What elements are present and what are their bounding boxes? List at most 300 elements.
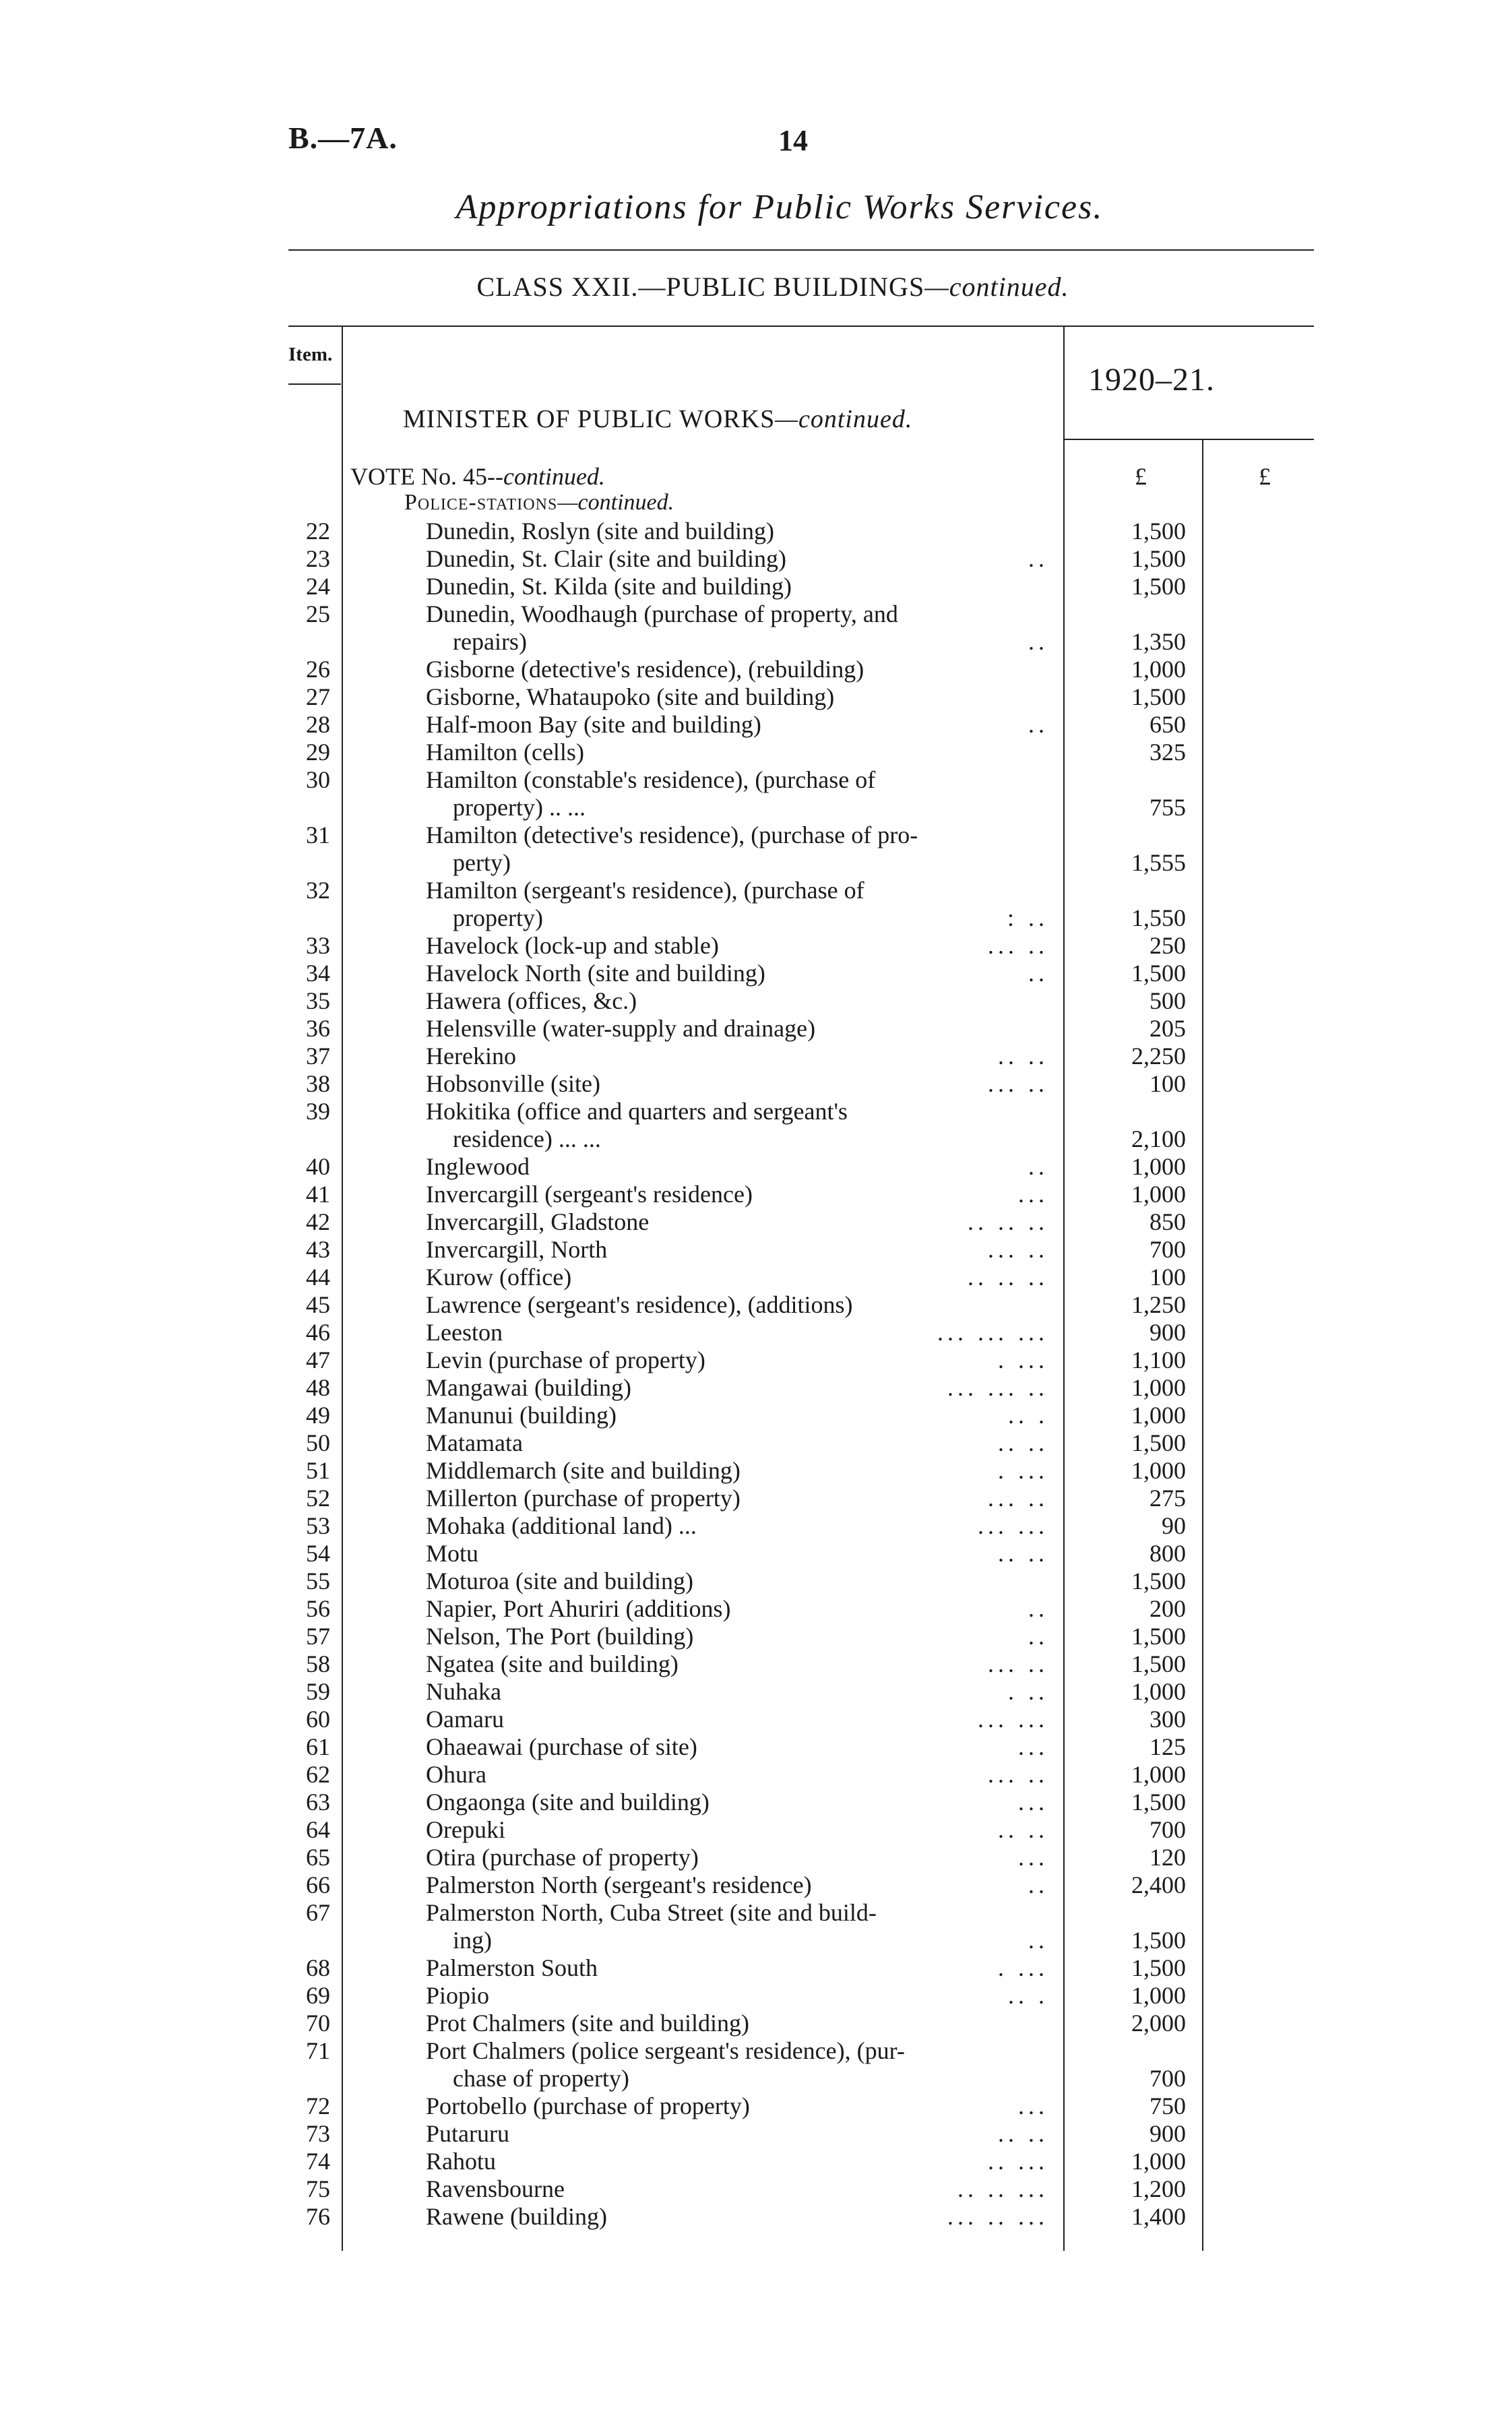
item-number: 52 [306, 1485, 330, 1512]
table-row [0, 2175, 1512, 2203]
item-number: 60 [306, 1706, 330, 1733]
dot-leader: .. [1028, 960, 1048, 987]
item-number: 69 [306, 1982, 330, 2009]
item-number: 23 [306, 545, 330, 572]
item-description-text: Hamilton (cells) [426, 739, 584, 766]
document-reference: B.—7A. [288, 121, 398, 155]
item-amount: 1,500 [1131, 1623, 1186, 1650]
table-row [0, 573, 1512, 600]
dot-leader: ... [1018, 2092, 1048, 2119]
dot-leader: ... [1018, 1181, 1048, 1208]
item-description-continuation: perty) [453, 849, 511, 876]
item-description [426, 877, 1048, 932]
item-description-text: Napier, Port Ahuriri (additions) [426, 1595, 731, 1622]
item-number: 74 [306, 2148, 330, 2175]
item-description [426, 1568, 1048, 1595]
table-row [0, 739, 1512, 766]
table-row [0, 2203, 1512, 2231]
dot-leader: .. .. [998, 1816, 1048, 1843]
item-amount: 1,500 [1131, 1568, 1186, 1594]
dot-leader: .. ... [988, 2148, 1048, 2175]
item-description-text: Motu [426, 1540, 479, 1567]
item-description [426, 1982, 1048, 2010]
item-number: 33 [306, 932, 330, 959]
dot-leader: ... .. ... [947, 2203, 1048, 2230]
item-description-text: Prot Chalmers (site and building) [426, 2010, 749, 2037]
table-row [0, 1789, 1512, 1816]
item-number: 30 [306, 766, 330, 793]
item-description-text: Rahotu [426, 2148, 496, 2175]
item-number: 73 [306, 2120, 330, 2147]
item-amount: 700 [1149, 1236, 1186, 1263]
item-description [426, 1098, 1048, 1153]
item-description [426, 518, 1048, 545]
item-description [426, 1540, 1048, 1568]
table-row [0, 2037, 1512, 2092]
item-description-text: Hokitika (office and quarters and sergeant's [426, 1098, 848, 1125]
item-description [426, 1844, 1048, 1871]
table-row [0, 2010, 1512, 2037]
item-description [426, 1043, 1048, 1070]
dot-leader: .. .. ... [957, 2175, 1048, 2202]
item-description-text: Nuhaka [426, 1678, 501, 1705]
item-amount: 2,000 [1131, 2010, 1186, 2037]
item-number: 43 [306, 1236, 330, 1263]
item-description [426, 1512, 1048, 1540]
item-amount: 1,400 [1131, 2203, 1186, 2230]
item-description [426, 1429, 1048, 1457]
table-row [0, 1153, 1512, 1181]
table-row [0, 1678, 1512, 1706]
item-column-header: Item. [288, 344, 333, 365]
item-description-text: Kurow (office) [426, 1264, 572, 1291]
item-amount: 700 [1149, 1816, 1186, 1843]
item-header-underline [288, 383, 341, 385]
item-number: 68 [306, 1954, 330, 1981]
item-description [426, 1954, 1048, 1982]
item-description [426, 1650, 1048, 1678]
dot-leader: .. .. [998, 1540, 1048, 1567]
item-number: 25 [306, 600, 330, 627]
item-description [426, 1678, 1048, 1706]
item-number: 48 [306, 1374, 330, 1401]
item-description-text: Nelson, The Port (building) [426, 1623, 694, 1650]
item-description-text: Orepuki [426, 1816, 505, 1843]
item-amount: 1,000 [1131, 1374, 1186, 1401]
item-amount: 2,250 [1131, 1043, 1186, 1069]
table-row [0, 1623, 1512, 1650]
item-description [426, 821, 1048, 877]
item-number: 65 [306, 1844, 330, 1871]
section-heading [404, 490, 674, 516]
dot-leader: .. [1028, 628, 1048, 655]
item-description [426, 739, 1048, 766]
item-amount: 1,500 [1131, 1650, 1186, 1677]
dot-leader: ... .. [988, 1650, 1048, 1677]
item-description [426, 600, 1048, 656]
item-amount: 1,000 [1131, 1982, 1186, 2009]
table-row [0, 1733, 1512, 1761]
item-description-text: Havelock North (site and building) [426, 960, 765, 987]
item-description [426, 2120, 1048, 2148]
item-amount: 1,500 [1131, 545, 1186, 572]
table-row [0, 1402, 1512, 1429]
table-row [0, 1844, 1512, 1871]
item-number: 42 [306, 1208, 330, 1235]
item-amount: 1,000 [1131, 656, 1186, 683]
item-amount: 1,500 [1131, 1789, 1186, 1816]
table-row [0, 987, 1512, 1015]
table-row [0, 545, 1512, 573]
item-description-text: Hamilton (constable's residence), (purchase of [426, 766, 876, 793]
minister-heading [403, 404, 912, 434]
item-amount: 1,000 [1131, 1402, 1186, 1429]
item-description [426, 656, 1048, 683]
item-description-text: Ravensbourne [426, 2175, 565, 2202]
minister-heading-main: MINISTER OF PUBLIC WORKS [403, 405, 776, 433]
item-amount: 750 [1149, 2092, 1186, 2119]
page-number: 14 [778, 124, 808, 157]
item-description [426, 1346, 1048, 1374]
item-description [426, 2010, 1048, 2037]
item-amount: 1,500 [1131, 960, 1186, 987]
item-number: 50 [306, 1429, 330, 1456]
dot-leader: .. . [1008, 1402, 1048, 1429]
item-amount: 200 [1149, 1595, 1186, 1622]
item-description-text: Invercargill, North [426, 1236, 608, 1263]
page-title: Appropriations for Public Works Services. [455, 188, 1104, 226]
item-amount: 300 [1149, 1706, 1186, 1733]
dot-leader: ... .. [988, 1485, 1048, 1512]
item-description [426, 1015, 1048, 1043]
item-amount: 1,500 [1131, 683, 1186, 710]
item-amount: 1,000 [1131, 2148, 1186, 2175]
item-amount: 900 [1149, 1319, 1186, 1346]
table-row [0, 1540, 1512, 1568]
item-number: 56 [306, 1595, 330, 1622]
item-description-text: Ongaonga (site and building) [426, 1789, 710, 1816]
item-number: 26 [306, 656, 330, 683]
item-amount: 850 [1149, 1208, 1186, 1235]
vote-heading [350, 462, 605, 491]
item-description [426, 2148, 1048, 2175]
dot-leader: .. .. .. [968, 1208, 1048, 1235]
table-row [0, 1264, 1512, 1291]
dot-leader: .. [1028, 1153, 1048, 1180]
item-description [426, 1706, 1048, 1733]
table-top-rule [288, 325, 1314, 327]
item-description-continuation: repairs) [453, 628, 527, 655]
item-number: 44 [306, 1264, 330, 1291]
item-amount: 1,000 [1131, 1761, 1186, 1788]
year-header-underline [1063, 439, 1314, 440]
item-description [426, 932, 1048, 960]
item-description-text: Hobsonville (site) [426, 1070, 600, 1097]
item-description [426, 2037, 1048, 2092]
table-row [0, 2120, 1512, 2148]
item-description [426, 1761, 1048, 1789]
item-description-continuation: chase of property) [453, 2065, 629, 2092]
item-description-text: Mangawai (building) [426, 1374, 631, 1401]
item-description [426, 1623, 1048, 1650]
item-description-text: Rawene (building) [426, 2203, 607, 2230]
table-row [0, 1346, 1512, 1374]
item-description-continuation: residence) ... ... [453, 1125, 601, 1152]
item-number: 22 [306, 518, 330, 545]
item-number: 75 [306, 2175, 330, 2202]
vote-heading-continued: --continued. [486, 463, 605, 490]
item-description-text: Half-moon Bay (site and building) [426, 711, 761, 738]
dot-leader: .. [1028, 711, 1048, 738]
item-description-text: Havelock (lock-up and stable) [426, 932, 719, 959]
item-description-text: Inglewood [426, 1153, 530, 1180]
table-row [0, 932, 1512, 960]
year-header: 1920–21. [1088, 362, 1215, 398]
item-description [426, 683, 1048, 711]
item-description-text: Helensville (water-supply and drainage) [426, 1015, 816, 1042]
item-description [426, 1789, 1048, 1816]
item-number: 72 [306, 2092, 330, 2119]
item-amount: 650 [1149, 711, 1186, 738]
item-description-continuation: property) [453, 904, 543, 931]
item-description-text: Palmerston North, Cuba Street (site and build- [426, 1899, 877, 1926]
table-row [0, 1236, 1512, 1264]
item-amount: 275 [1149, 1485, 1186, 1512]
item-description-text: Herekino [426, 1043, 516, 1069]
item-description-text: Palmerston South [426, 1954, 598, 1981]
table-row [0, 1208, 1512, 1236]
item-amount: 120 [1149, 1844, 1186, 1871]
table-row [0, 1319, 1512, 1346]
table-row [0, 683, 1512, 711]
item-number: 71 [306, 2037, 330, 2064]
dot-leader: .. .. [998, 1043, 1048, 1069]
item-description-text: Gisborne, Whataupoko (site and building) [426, 683, 835, 710]
item-description [426, 1595, 1048, 1623]
item-number: 29 [306, 739, 330, 766]
item-number: 36 [306, 1015, 330, 1042]
item-amount: 755 [1149, 794, 1186, 821]
item-description [426, 987, 1048, 1015]
item-number: 32 [306, 877, 330, 904]
item-description-text: Ohura [426, 1761, 486, 1788]
section-heading-continued: —continued. [557, 490, 674, 515]
item-description [426, 545, 1048, 573]
item-amount: 1,555 [1131, 849, 1186, 876]
table-row [0, 1954, 1512, 1982]
item-description-text: Matamata [426, 1429, 523, 1456]
item-description [426, 1816, 1048, 1844]
item-description-text: Palmerston North (sergeant's residence) [426, 1871, 812, 1898]
item-description-text: Millerton (purchase of property) [426, 1485, 741, 1512]
item-amount: 1,500 [1131, 1927, 1186, 1954]
item-number: 58 [306, 1650, 330, 1677]
item-amount: 1,100 [1131, 1346, 1186, 1373]
class-heading-continued: —continued. [924, 272, 1069, 302]
table-row [0, 711, 1512, 739]
item-amount: 100 [1149, 1070, 1186, 1097]
appropriation-rows [0, 518, 1512, 2231]
item-description-text: Hamilton (sergeant's residence), (purchase of [426, 877, 864, 904]
dot-leader: ... ... [978, 1512, 1048, 1539]
table-row [0, 1374, 1512, 1402]
table-row [0, 1291, 1512, 1319]
item-description-text: Hamilton (detective's residence), (purchase of pro- [426, 821, 918, 848]
item-amount: 250 [1149, 932, 1186, 959]
item-description [426, 1899, 1048, 1954]
item-number: 39 [306, 1098, 330, 1125]
item-description-text: Dunedin, St. Clair (site and building) [426, 545, 786, 572]
item-amount: 1,200 [1131, 2175, 1186, 2202]
item-number: 41 [306, 1181, 330, 1208]
table-row [0, 1070, 1512, 1098]
item-number: 45 [306, 1291, 330, 1318]
item-number: 59 [306, 1678, 330, 1705]
item-description [426, 573, 1048, 600]
item-number: 70 [306, 2010, 330, 2037]
table-row [0, 1043, 1512, 1070]
dot-leader: ... ... .. [947, 1374, 1048, 1401]
item-number: 27 [306, 683, 330, 710]
class-heading [0, 271, 1512, 303]
item-amount: 800 [1149, 1540, 1186, 1567]
item-number: 35 [306, 987, 330, 1014]
item-description-text: Middlemarch (site and building) [426, 1457, 741, 1484]
table-row [0, 1982, 1512, 2010]
item-number: 49 [306, 1402, 330, 1429]
table-row [0, 1706, 1512, 1733]
item-description-text: Invercargill (sergeant's residence) [426, 1181, 753, 1208]
item-number: 55 [306, 1568, 330, 1594]
table-row [0, 2092, 1512, 2120]
dot-leader: . .. [1008, 1678, 1048, 1705]
item-description-text: Levin (purchase of property) [426, 1346, 705, 1373]
item-number: 64 [306, 1816, 330, 1843]
dot-leader: ... .. [988, 1070, 1048, 1097]
item-description [426, 2092, 1048, 2120]
item-description [426, 1291, 1048, 1319]
item-number: 57 [306, 1623, 330, 1650]
item-description [426, 766, 1048, 821]
item-description-text: Ngatea (site and building) [426, 1650, 679, 1677]
class-heading-main: CLASS XXII.—PUBLIC BUILDINGS [476, 272, 925, 302]
item-description [426, 960, 1048, 987]
table-row [0, 1871, 1512, 1899]
section-heading-main: Police-stations [404, 490, 558, 515]
item-description-continuation: property) .. ... [453, 794, 586, 821]
dot-leader: ... ... ... [937, 1319, 1048, 1346]
table-row [0, 766, 1512, 821]
item-amount: 1,350 [1131, 628, 1186, 655]
minister-heading-continued: —continued. [775, 405, 913, 433]
item-description-text: Gisborne (detective's residence), (rebuilding) [426, 656, 864, 683]
dot-leader: . ... [998, 1954, 1048, 1981]
item-number: 61 [306, 1733, 330, 1760]
table-row [0, 821, 1512, 877]
item-description [426, 1871, 1048, 1899]
item-amount: 1,000 [1131, 1457, 1186, 1484]
item-description-text: Mohaka (additional land) ... [426, 1512, 697, 1539]
item-amount: 1,250 [1131, 1291, 1186, 1318]
title-rule [288, 249, 1314, 251]
item-amount: 1,000 [1131, 1181, 1186, 1208]
table-row [0, 1512, 1512, 1540]
item-amount: 90 [1162, 1512, 1186, 1539]
table-row [0, 877, 1512, 932]
item-description-text: Leeston [426, 1319, 503, 1346]
table-row [0, 1761, 1512, 1789]
item-description [426, 1264, 1048, 1291]
dot-leader: .. .. .. [968, 1264, 1048, 1291]
item-description-text: Port Chalmers (police sergeant's residence), (pur- [426, 2037, 905, 2064]
item-description-text: Manunui (building) [426, 1402, 617, 1429]
table-row [0, 1429, 1512, 1457]
item-description [426, 711, 1048, 739]
item-amount: 2,100 [1131, 1125, 1186, 1152]
table-row [0, 1568, 1512, 1595]
item-description [426, 1733, 1048, 1761]
item-number: 67 [306, 1899, 330, 1926]
item-amount: 1,000 [1131, 1678, 1186, 1705]
item-amount: 100 [1149, 1264, 1186, 1291]
item-description [426, 1070, 1048, 1098]
dot-leader: .. [1028, 1595, 1048, 1622]
dot-leader: .. [1028, 1623, 1048, 1650]
item-number: 31 [306, 821, 330, 848]
item-number: 76 [306, 2203, 330, 2230]
item-description-text: Putaruru [426, 2120, 509, 2147]
currency-symbol-total: £ [1259, 463, 1271, 490]
item-description-text: Dunedin, Woodhaugh (purchase of property, and [426, 600, 898, 627]
dot-leader: .. .. [998, 2120, 1048, 2147]
item-amount: 1,500 [1131, 1954, 1186, 1981]
item-number: 24 [306, 573, 330, 600]
item-number: 40 [306, 1153, 330, 1180]
item-description-text: Dunedin, Roslyn (site and building) [426, 518, 774, 545]
table-row [0, 1816, 1512, 1844]
item-description [426, 1208, 1048, 1236]
dot-leader: . ... [998, 1457, 1048, 1484]
dot-leader: .. . [1008, 1982, 1048, 2009]
item-amount: 2,400 [1131, 1871, 1186, 1898]
dot-leader: : .. [1007, 904, 1048, 931]
dot-leader: ... .. [988, 932, 1048, 959]
item-description-text: Portobello (purchase of property) [426, 2092, 750, 2119]
item-amount: 900 [1149, 2120, 1186, 2147]
dot-leader: .. [1028, 1871, 1048, 1898]
dot-leader: .. [1028, 545, 1048, 572]
item-amount: 1,500 [1131, 1429, 1186, 1456]
item-amount: 1,500 [1131, 518, 1186, 545]
item-description-text: Dunedin, St. Kilda (site and building) [426, 573, 792, 600]
item-number: 47 [306, 1346, 330, 1373]
item-description [426, 1153, 1048, 1181]
currency-symbol-amount: £ [1135, 463, 1147, 490]
dot-leader: ... [1018, 1844, 1048, 1871]
item-number: 62 [306, 1761, 330, 1788]
item-amount: 1,500 [1131, 573, 1186, 600]
dot-leader: . ... [998, 1346, 1048, 1373]
item-number: 66 [306, 1871, 330, 1898]
item-description [426, 1181, 1048, 1208]
item-number: 34 [306, 960, 330, 987]
table-row [0, 1015, 1512, 1043]
table-row [0, 1595, 1512, 1623]
item-amount: 205 [1149, 1015, 1186, 1042]
item-description [426, 1485, 1048, 1512]
dot-leader: ... [1018, 1789, 1048, 1816]
item-number: 51 [306, 1457, 330, 1484]
